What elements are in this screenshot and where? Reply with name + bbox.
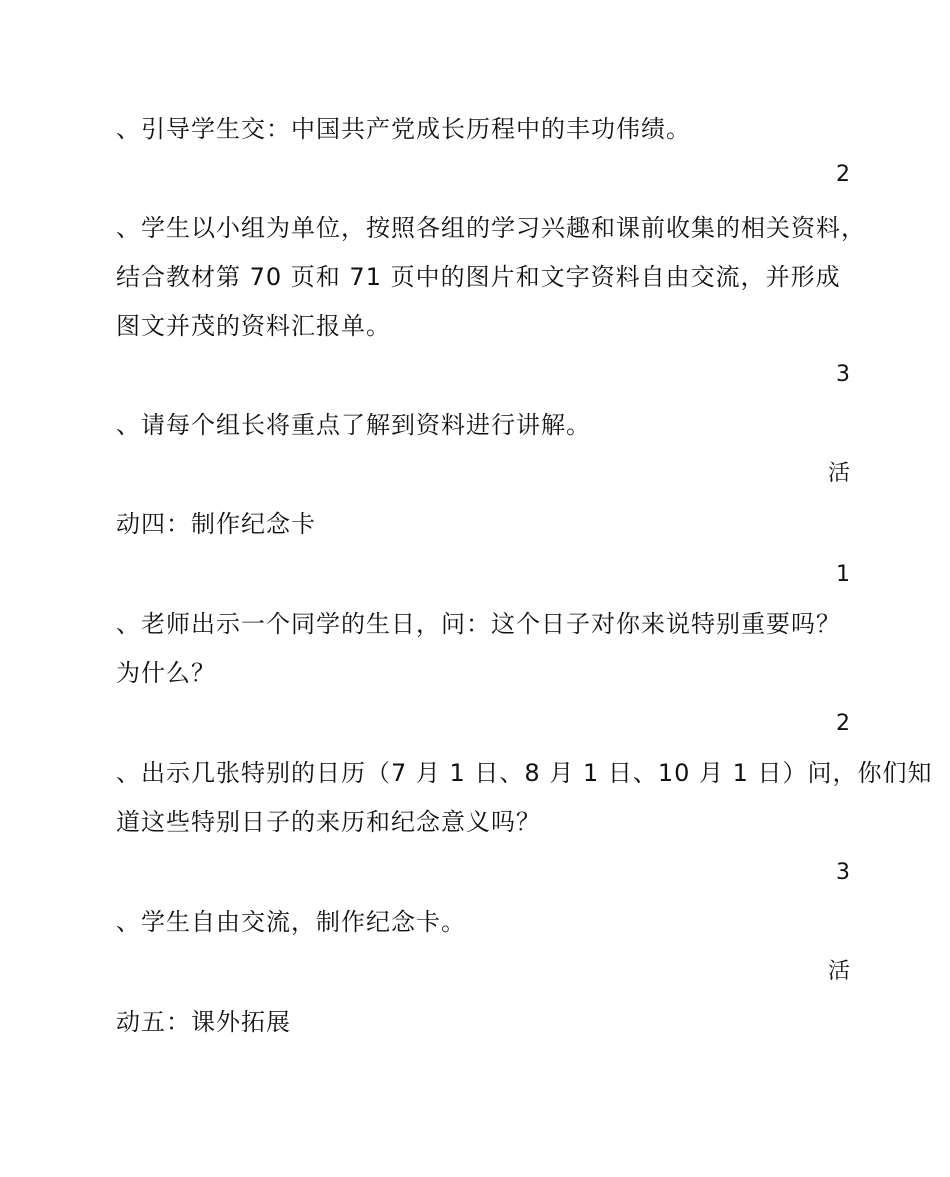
list-number-3: 3 xyxy=(836,362,850,387)
text-line-8: 、出示几张特别的日历（7 月 1 日、8 月 1 日、10 月 1 日）问，你们知 xyxy=(116,759,933,787)
list-number-2: 2 xyxy=(836,162,850,187)
text-line-10: 、学生自由交流，制作纪念卡。 xyxy=(116,908,466,936)
list-number-2b: 2 xyxy=(836,711,850,736)
activity-char-2: 活 xyxy=(827,959,850,984)
list-number-3b: 3 xyxy=(836,860,850,885)
section-heading-activity-5: 动五：课外拓展 xyxy=(116,1008,291,1036)
text-line-4: 图文并茂的资料汇报单。 xyxy=(116,312,391,340)
text-line-1: 、引导学生交：中国共产党成长历程中的丰功伟绩。 xyxy=(116,115,691,143)
text-line-3: 结合教材第 70 页和 71 页中的图片和文字资料自由交流，并形成 xyxy=(116,263,841,291)
list-number-1: 1 xyxy=(836,562,850,587)
text-line-2: 、学生以小组为单位，按照各组的学习兴趣和课前收集的相关资料， xyxy=(116,214,866,242)
text-line-9: 道这些特别日子的来历和纪念意义吗？ xyxy=(116,808,541,836)
section-heading-activity-4: 动四：制作纪念卡 xyxy=(116,510,316,538)
text-line-6: 、老师出示一个同学的生日，问：这个日子对你来说特别重要吗？ xyxy=(116,610,841,638)
activity-char: 活 xyxy=(827,461,850,486)
text-line-5: 、请每个组长将重点了解到资料进行讲解。 xyxy=(116,411,591,439)
text-line-7: 为什么？ xyxy=(116,659,216,687)
